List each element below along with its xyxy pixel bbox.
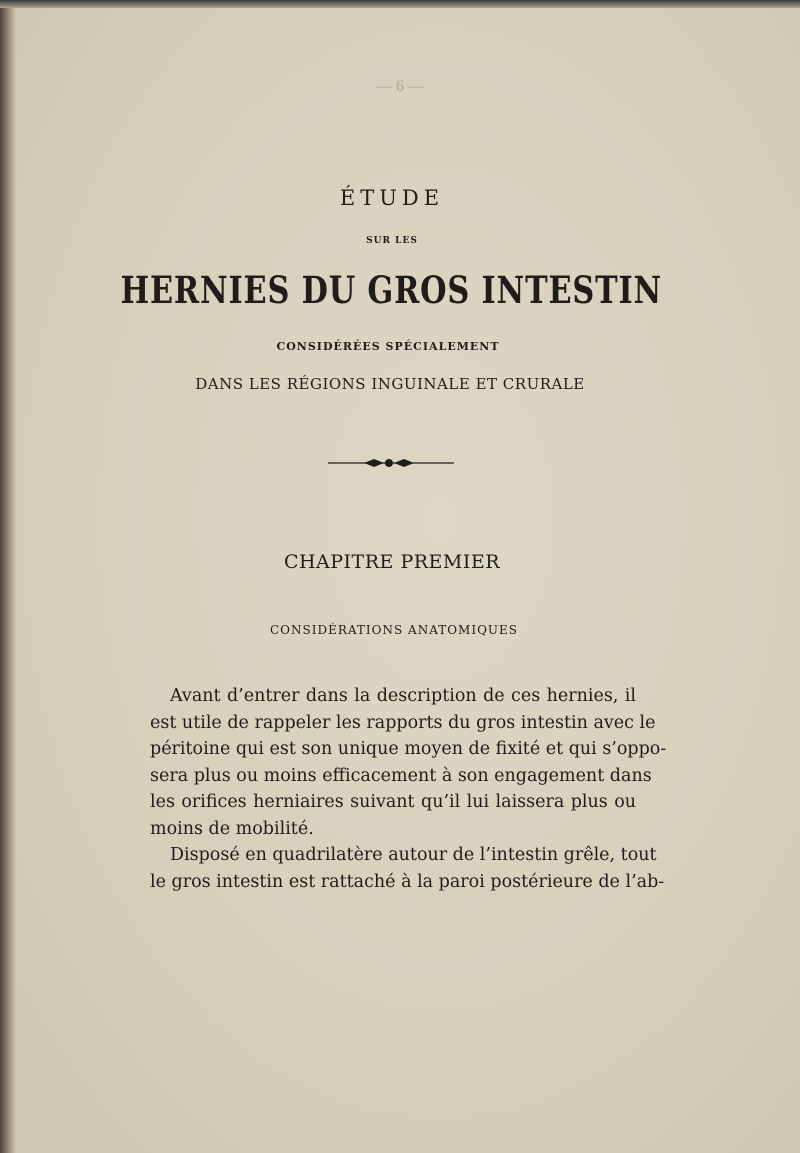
book-binding-edge: [0, 0, 16, 1153]
ornament-divider: [326, 452, 456, 474]
body-line: est utile de rappeler les rapports du gros intestin avec le: [150, 712, 656, 733]
page-top-edge: [0, 0, 800, 8]
body-line: le gros intestin est rattaché à la paroi postérieure de l’ab-: [150, 871, 665, 892]
page-number: — 6 —: [376, 78, 424, 95]
body-line: Avant d’entrer dans la description de ces hernies, il: [170, 686, 636, 706]
body-paragraphs: [150, 683, 667, 895]
chapter-title: CHAPITRE PREMIER: [283, 551, 501, 573]
heading-etude: ÉTUDE: [339, 186, 445, 210]
body-line: sera plus ou moins efficacement à son engagement dans: [150, 765, 652, 786]
body-line: les orifices herniaires suivant qu’il lui laissera plus ou: [150, 792, 636, 812]
body-line: moins de mobilité.: [150, 818, 314, 839]
heading-sur-les: SUR LES: [366, 236, 418, 246]
main-title: HERNIES DU GROS INTESTIN: [120, 268, 663, 312]
body-line: Disposé en quadrilatère autour de l’intestin grêle, tout: [170, 845, 657, 865]
subtitle-considerees: CONSIDÉRÉES SPÉCIALEMENT: [276, 340, 500, 353]
section-title: CONSIDÉRATIONS ANATOMIQUES: [270, 623, 518, 637]
body-line: péritoine qui est son unique moyen de fixité et qui s’oppo-: [150, 739, 667, 759]
subtitle-regions: DANS LES RÉGIONS INGUINALE ET CRURALE: [195, 375, 585, 393]
